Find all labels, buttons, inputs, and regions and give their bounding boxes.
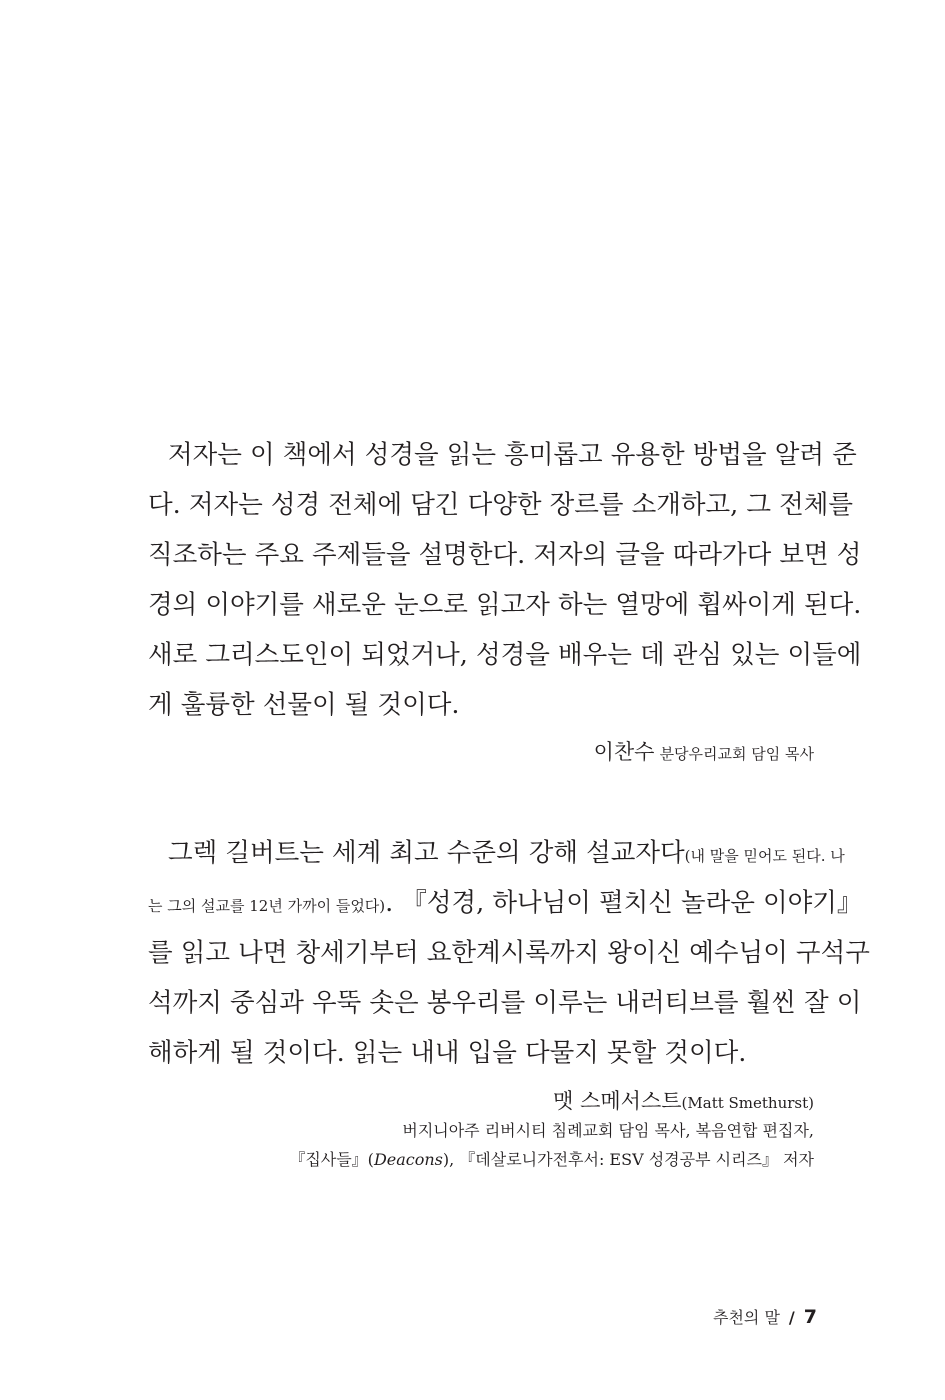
endorsement-1-line: 다. 저자는 성경 전체에 담긴 다양한 장르를 소개하고, 그 전체를 [148, 490, 853, 520]
page-footer [713, 1305, 817, 1328]
author-description: 버지니아주 리버시티 침례교회 담임 목사, 복음연합 편집자, [402, 1121, 814, 1140]
author-name: 이찬수 [593, 740, 655, 764]
endorsement-2-line [148, 877, 863, 929]
author-works-text: ), 『데살로니가전후서: ESV 성경공부 시리즈』 저자 [442, 1150, 814, 1169]
endorsement-1-attribution [594, 736, 814, 766]
endorsement-1-line: 게 훌륭한 선물이 될 것이다. [148, 690, 460, 720]
endorsement-2-line: 석까지 중심과 우뚝 솟은 봉우리를 이루는 내러티브를 훨씬 잘 이 [148, 988, 862, 1018]
author-works-italic: Deacons [373, 1150, 443, 1169]
endorsement-1-line: 직조하는 주요 주제들을 설명한다. 저자의 글을 따라가다 보면 성 [148, 540, 862, 570]
author-works-text: 『집사들』( [289, 1150, 374, 1169]
endorsement-2-aside-text: (내 말을 믿어도 된다. 나 [684, 847, 845, 865]
author-role: 분당우리교회 담임 목사 [659, 745, 814, 763]
endorsement-1-line: 경의 이야기를 새로운 눈으로 읽고자 하는 열망에 휩싸이게 된다. [148, 590, 862, 620]
endorsement-1-line: 저자는 이 책에서 성경을 읽는 흥미롭고 유용한 방법을 알려 준 [168, 440, 857, 470]
endorsement-2-line: 를 읽고 나면 창세기부터 요한계시록까지 왕이신 예수님이 구석구 [148, 938, 870, 968]
author-name-english: (Matt Smethurst) [681, 1094, 814, 1112]
endorsement-2-main-text: 그렉 길버트는 세계 최고 수준의 강해 설교자다 [168, 838, 685, 868]
endorsement-2-main-text: . 『성경, 하나님이 펼치신 놀라운 이야기』 [385, 888, 863, 918]
footer-separator: / [788, 1308, 795, 1327]
section-title: 추천의 말 [713, 1308, 780, 1327]
endorsement-1-line: 새로 그리스도인이 되었거나, 성경을 배우는 데 관심 있는 이들에 [148, 640, 862, 670]
endorsement-2-line: 해하게 될 것이다. 읽는 내내 입을 다물지 못할 것이다. [148, 1038, 747, 1068]
page-number: 7 [803, 1306, 817, 1328]
endorsement-2-line [148, 827, 845, 879]
author-name: 맷 스메서스트 [553, 1089, 682, 1113]
author-works [289, 1147, 814, 1170]
endorsement-2-attribution [553, 1085, 814, 1115]
endorsement-2-aside-text: 는 그의 설교를 12년 가까이 들었다) [148, 897, 386, 915]
